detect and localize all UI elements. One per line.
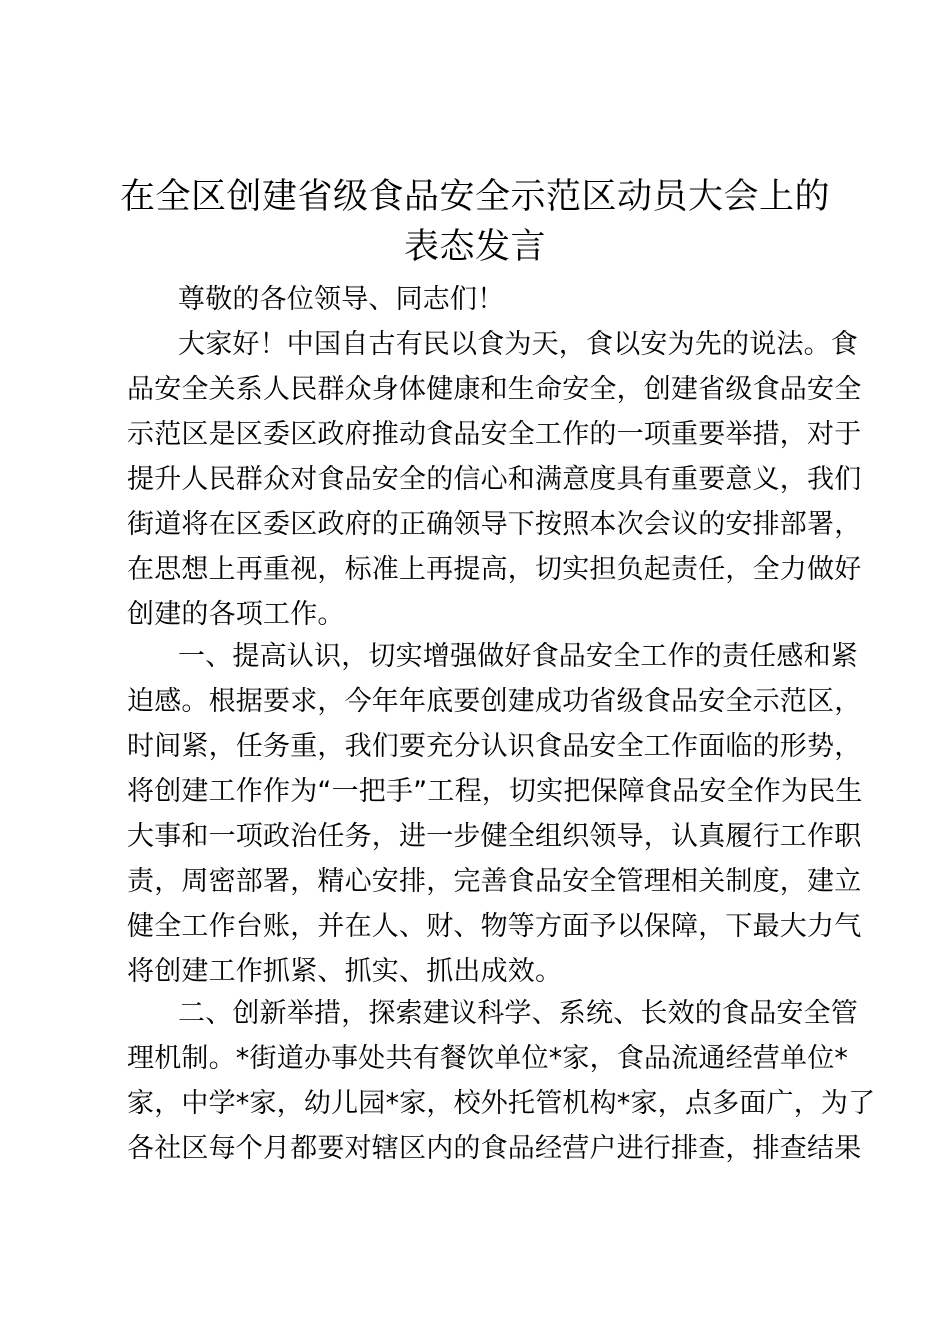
paragraph-2-line: 将创建工作作为“一把手”工程，切实把保障食品安全作为民生 — [127, 776, 863, 807]
document-title-line-1: 在全区创建省级食品安全示范区动员大会上的 — [119, 177, 830, 217]
paragraph-1-line: 街道将在区委区政府的正确领导下按照本次会议的安排部署， — [127, 509, 862, 540]
paragraph-1-line: 品安全关系人民群众身体健康和生命安全，创建省级食品安全 — [127, 374, 862, 405]
paragraph-1-line: 提升人民群众对食品安全的信心和满意度具有重要意义，我们 — [127, 464, 862, 495]
salutation: 尊敬的各位领导、同志们！ — [178, 284, 505, 315]
paragraph-1-line: 在思想上再重视，标准上再提高，切实担负起责任，全力做好 — [127, 554, 862, 585]
paragraph-2-line: 健全工作台账，并在人、财、物等方面予以保障，下最大力气 — [127, 911, 862, 942]
paragraph-3-line: 家，中学*家，幼儿园*家，校外托管机构*家，点多面广，为了 — [127, 1088, 876, 1119]
paragraph-3-line: 二、创新举措，探索建议科学、系统、长效的食品安全管 — [178, 998, 858, 1029]
document-title-line-2: 表态发言 — [403, 227, 546, 267]
paragraph-2-line: 将创建工作抓紧、抓实、抓出成效。 — [127, 956, 563, 987]
paragraph-1-line: 大家好！中国自古有民以食为天，食以安为先的说法。食 — [178, 329, 858, 360]
paragraph-2-line: 迫感。根据要求，今年年底要创建成功省级食品安全示范区， — [127, 686, 862, 717]
paragraph-3-line: 各社区每个月都要对辖区内的食品经营户进行排查，排查结果 — [127, 1133, 862, 1164]
paragraph-1-line: 创建的各项工作。 — [127, 599, 345, 630]
paragraph-1-line: 示范区是区委区政府推动食品安全工作的一项重要举措，对于 — [127, 419, 862, 450]
paragraph-2-line: 时间紧，任务重，我们要充分认识食品安全工作面临的形势， — [127, 731, 862, 762]
paragraph-3-line: 理机制。*街道办事处共有餐饮单位*家，食品流通经营单位* — [127, 1043, 849, 1074]
paragraph-2-line: 责，周密部署，精心安排，完善食品安全管理相关制度，建立 — [127, 866, 862, 897]
paragraph-2-line: 大事和一项政治任务，进一步健全组织领导，认真履行工作职 — [127, 821, 862, 852]
paragraph-2-line: 一、提高认识，切实增强做好食品安全工作的责任感和紧 — [178, 641, 858, 672]
